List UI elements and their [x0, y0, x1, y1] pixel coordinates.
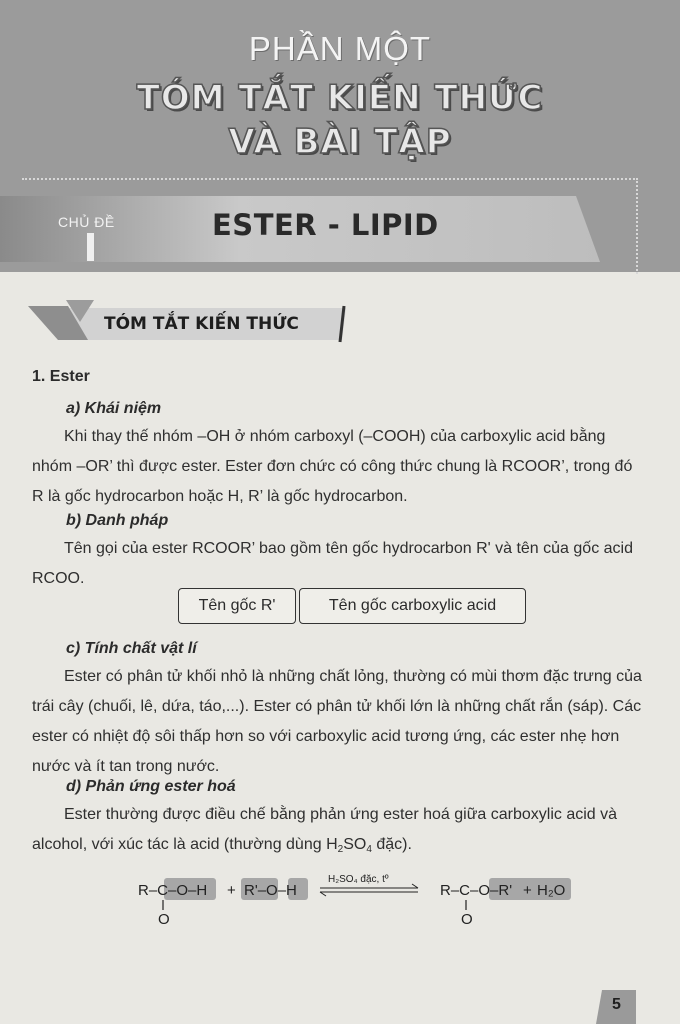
topic-title: ESTER - LIPID	[212, 208, 439, 242]
eq-acid-oxygen: O	[158, 911, 170, 928]
paragraph-esterification: Ester thường được điều chế bằng phản ứng ester hoá giữa carboxylic acid và alcohol, với xúc tác là acid (thường dùng $H_2SO_4$ đặc).	[32, 806, 618, 855]
summary-heading: TÓM TẮT KIẾN THỨC	[104, 314, 299, 334]
topic-label: CHỦ ĐỀ	[58, 214, 115, 230]
eq-ester: R–C–O–R'	[440, 882, 513, 899]
paragraph-physical-properties: Ester có phân tử khối nhỏ là những chất lỏng, thường có mùi thơm đặc trưng của trái cây (chuối, lê, dứa, táo,...). Ester có phân tử khối lớn là những chất rắn (sáp). Các ester có nhiệt độ sôi thấp hơn so với carboxylic acid tương ứng, các ester nhẹ hơn nước và ít tan trong nước.	[32, 668, 642, 775]
paragraph-concept: Khi thay thế nhóm –OH ở nhóm carboxyl (–COOH) của carboxylic acid bằng nhóm –OR’ thì được ester. Ester đơn chức có công thức chung là RCOOR’, trong đó R là gốc hydrocarbon hoặc H, R’ là gốc hydrocarbon.	[32, 428, 633, 505]
page-number: 5	[612, 996, 621, 1013]
section-heading-ester: 1. Ester	[32, 368, 90, 385]
eq-condition: H₂SO₄ đặc, tº	[328, 874, 389, 885]
paragraph-nomenclature: Tên gọi của ester RCOOR’ bao gồm tên gốc hydrocarbon R' và tên của gốc acid RCOO.	[32, 540, 633, 587]
part-label: PHẦN MỘT	[248, 30, 432, 67]
subheading-nomenclature: b) Danh pháp	[66, 512, 169, 529]
eq-plus2: +	[523, 882, 532, 899]
subheading-physical-properties: c) Tính chất vật lí	[66, 640, 197, 657]
name-box-r-prime: Tên gốc R'	[178, 588, 296, 624]
eq-water: H₂O	[537, 882, 566, 899]
eq-plus: +	[227, 882, 236, 899]
eq-ester-oxygen: O	[461, 911, 473, 928]
subheading-concept: a) Khái niệm	[66, 400, 162, 417]
eq-acid: R–C–O–H	[138, 882, 208, 899]
name-box-acid: Tên gốc carboxylic acid	[299, 588, 526, 624]
subheading-esterification: d) Phản ứng ester hoá	[66, 778, 236, 795]
esterification-equation	[130, 870, 590, 930]
eq-alcohol: R'–O–H	[244, 882, 297, 899]
chapter-title-line2: VÀ BÀI TẬP	[228, 122, 452, 162]
chapter-title-line1: TÓM TẮT KIẾN THỨC	[136, 78, 544, 118]
topic-number-mark	[87, 233, 94, 261]
